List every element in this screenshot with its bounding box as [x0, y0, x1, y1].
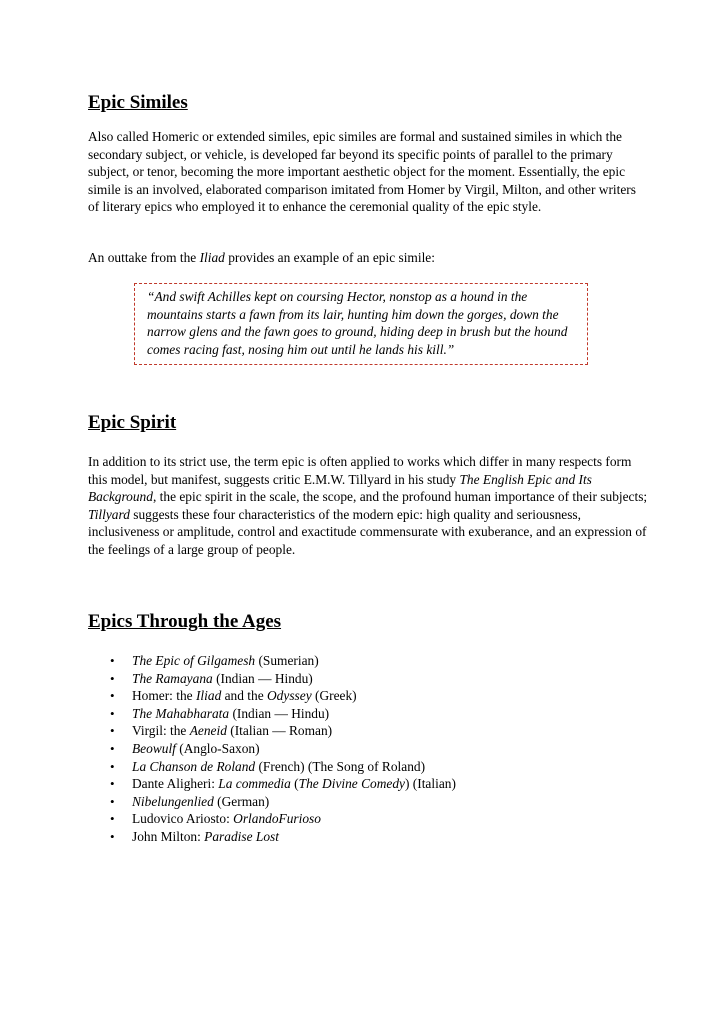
- bullet-icon: •: [110, 793, 115, 809]
- quote-box: [134, 283, 588, 365]
- bullet-icon: •: [110, 705, 115, 721]
- list-item: [88, 775, 648, 793]
- spirit-paragraph: [88, 453, 648, 559]
- similes-paragraph: Also called Homeric or extended similes, epic similes are formal and sustained similes in which the secondary subject, or vehicle, is developed far beyond its specific points of parallel to the primary subject, or tenor, becoming the more important aesthetic object for the moment. Essentially, the epic simile is an involved, elaborated comparison imitated from Homer by Virgil, Milton, and other writers of literary epics who employed it to enhance the ceremonial quality of the epic style.: [88, 129, 636, 215]
- work-title: Odyssey: [267, 688, 312, 704]
- spirit-book-title: The English Epic and Its Background: [88, 471, 592, 505]
- bullet-icon: •: [110, 811, 115, 827]
- work-title: The Mahabharata: [132, 705, 230, 721]
- list-item: [88, 758, 648, 776]
- heading-epics-through-ages: Epics Through the Ages: [88, 611, 282, 632]
- spirit-critic-name: Tillyard: [88, 506, 130, 522]
- bullet-icon: •: [110, 688, 115, 704]
- work-title: The Epic of Gilgamesh: [132, 653, 256, 668]
- item-text: (French) (The Song of Roland): [255, 758, 426, 774]
- item-text: (Indian — Hindu): [212, 670, 313, 686]
- bullet-icon: •: [110, 670, 115, 686]
- item-text: (German): [213, 793, 270, 809]
- spirit-text-a: In addition to its strict use, the term epic is often applied to works which differ in many respects form this model, but manifest, suggests critic E.M.W. Tillyard in his study: [88, 454, 632, 487]
- item-text: Virgil: the: [132, 723, 190, 739]
- intro-text-b: provides an example of an epic simile:: [224, 250, 435, 265]
- simile-quote: “And swift Achilles kept on coursing Hector, nonstop as a hound in the mountains starts a fawn from its lair, hunting him down the gorges, down the narrow glens and the fawn goes to ground, hiding deep in brush but the hound comes racing fast, nosing him out until he lands his kill.”: [147, 289, 568, 357]
- intro-title-iliad: Iliad: [199, 250, 225, 265]
- item-text: Dante Aligheri:: [132, 776, 219, 792]
- bullet-icon: •: [110, 653, 115, 668]
- item-text: and the: [221, 688, 268, 704]
- work-title: La commedia: [218, 776, 291, 792]
- work-title: The Divine Comedy: [298, 776, 405, 792]
- list-item: [88, 670, 648, 688]
- list-item: [88, 793, 648, 811]
- item-text: Homer: the: [132, 688, 196, 704]
- item-text: (: [290, 776, 299, 792]
- item-text: (Anglo-Saxon): [175, 740, 260, 756]
- bullet-icon: •: [110, 758, 115, 774]
- item-text: (Indian — Hindu): [229, 705, 330, 721]
- list-item: [88, 722, 648, 740]
- work-title: Paradise Lost: [204, 828, 279, 844]
- list-item: [88, 652, 648, 670]
- work-title: The Ramayana: [132, 670, 213, 686]
- work-title: Nibelungenlied: [132, 793, 214, 809]
- bullet-icon: •: [110, 776, 115, 792]
- work-title: OrlandoFurioso: [233, 811, 321, 827]
- spirit-text-b: , the epic spirit in the scale, the scope, and the profound human importance of their subjects;: [152, 489, 648, 505]
- item-text: (Sumerian): [255, 653, 319, 668]
- work-title: La Chanson de Roland: [132, 758, 256, 774]
- list-item: [88, 828, 648, 846]
- iliad-intro-paragraph: [88, 249, 648, 267]
- item-text: Ludovico Ariosto:: [132, 811, 234, 827]
- work-title: Aeneid: [189, 723, 227, 739]
- item-text: (Greek): [311, 688, 357, 704]
- bullet-icon: •: [110, 723, 115, 739]
- work-title: Beowulf: [132, 740, 176, 756]
- item-text: John Milton:: [132, 828, 205, 844]
- heading-epic-similes: Epic Similes: [88, 92, 188, 113]
- work-title: Iliad: [195, 688, 222, 704]
- epics-list: [88, 652, 648, 846]
- heading-epic-spirit: Epic Spirit: [88, 412, 177, 433]
- list-item: [88, 740, 648, 758]
- list-item: [88, 810, 648, 828]
- item-text: (Italian — Roman): [226, 723, 333, 739]
- spirit-text-c: suggests these four characteristics of the modern epic: high quality and seriousness, inclusiveness or amplitude, control and exactitude commensurate with exuberance, and an expression of the feelings of a large group of people.: [88, 506, 647, 557]
- bullet-icon: •: [110, 740, 115, 756]
- intro-text-a: An outtake from the: [88, 250, 200, 265]
- list-item: [88, 687, 648, 705]
- item-text: ) (Italian): [404, 776, 456, 792]
- list-item: [88, 705, 648, 723]
- bullet-icon: •: [110, 828, 115, 844]
